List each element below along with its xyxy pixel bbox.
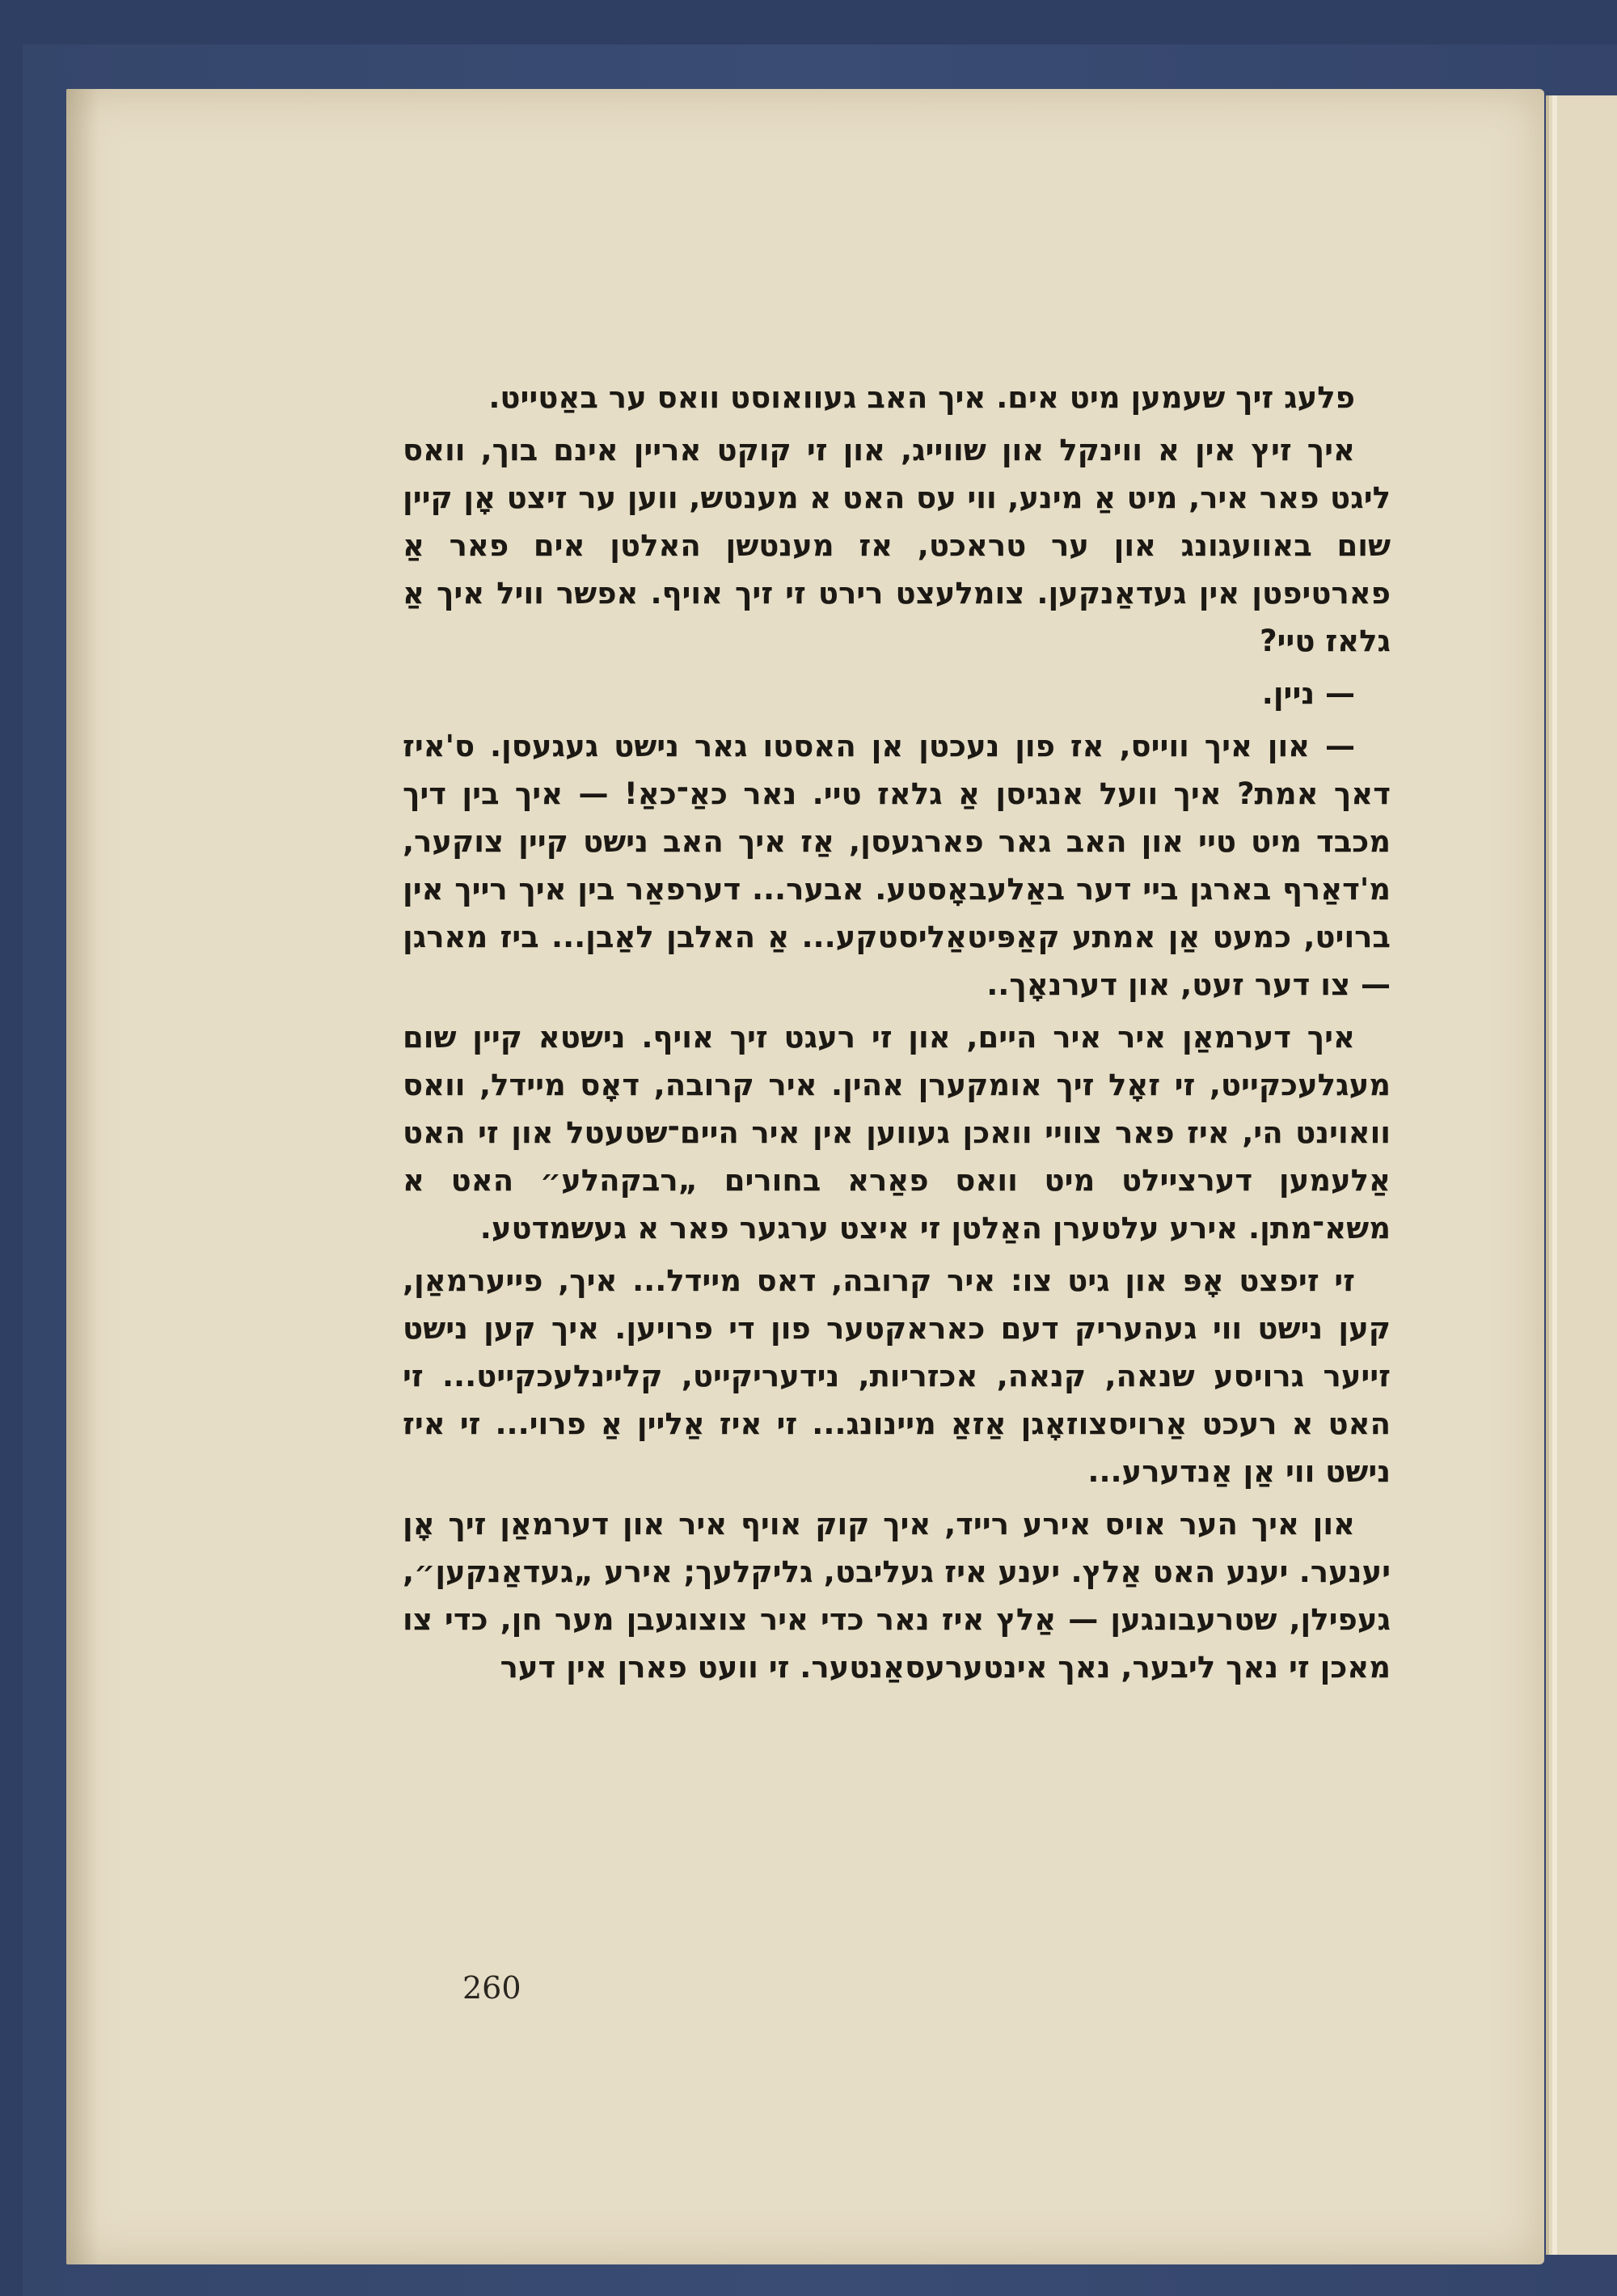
- paragraph: זי זיפצט אָפּ און גיט צו: איר קרובה, דאס מיידל... איך, פייערמאַן, קען נישט ווי געהעריק דעם כאראקטער פון די פרויען. איך קען נישט זייער גרויסע שנאה, קנאה, אכזריות, נידעריקייט, קליינלעכקייט... זי האט א רעכט אַרויסצוזאָגן אַזאַ מיינונג... זי איז אַליין אַ פרוי... זי איז נישט ווי אַן אַנדערע...: [403, 1263, 1391, 1489]
- paragraph: איך דערמאַן איר איר היים, און זי רעגט זיך אויף. נישטא קיין שום מעגלעכקייט, זי זאָל זיך אומקערן אהין. איר קרובה, דאָס מיידל, וואס וואוינט הי, איז פאר צוויי וואכן געווען אין איר היים־שטעטל און זי האט אַלעמען דערציילט מיט וואס פאַרא בחורים „רבקהלע״ האט א משא־מתן. אירע עלטערן האַלטן זי איצט ערגער פאר א געשמדטע.: [403, 1020, 1391, 1245]
- page-number: 260: [462, 1970, 521, 2006]
- paragraph: איך זיץ אין א ווינקל און שווייג, און זי קוקט אריין אינם בוך, וואס ליגט פאר איר, מיט אַ מינע, ווי עס האט א מענטש, ווען ער זיצט אָן קיין שום באוועגונג און ער טראכט, אז מענטשן האלטן אים פאר אַ פארטיפטן אין געדאַנקען. צומלעצט רירט זי זיך אויף. אפשר וויל איך אַ גלאז טיי?: [403, 433, 1391, 658]
- paragraph: פלעג זיך שעמען מיט אים. איך האב געוואוסט וואס ער באַטייט.: [488, 380, 1355, 415]
- paragraph: און איך הער אויס אירע רייד, איך קוק אויף איר און דערמאַן זיך אָן יענער. יענע האט אַלץ. יענע איז געליבט, גליקלעך; אירע „געדאַנקען״, געפילן, שטרעבונגען — אַלץ איז נאר כדי איר צוצוגעבן מער חן, כדי צו מאכן זי נאך ליבער, נאך אינטערעסאַנטער. זי וועט פארן אין דער: [403, 1507, 1391, 1685]
- facing-page-edge: [1546, 95, 1617, 2255]
- page-body-text: [403, 374, 1391, 1696]
- paragraph: — און איך ווייס, אז פון נעכטן אן האסטו גאר נישט געגעסן. ס'איז דאך אמת? איך וועל אנגיסן אַ גלאז טיי. נאר כאַ־כאַ! — איך בין דיך מכבד מיט טיי און האב גאר פארגעסן, אַז איך האב נישט קיין צוקער, מ'דאַרף בארגן ביי דער באַלעבאָסטע. אבער... דערפאַר בין איך רייך אין ברויט, כמעט אַן אמתע קאַפּיטאַליסטקע... אַ האלבן לאַבן... ביז מארגן — צו דער זעט, און דערנאָך..: [403, 729, 1391, 1002]
- paragraph: — ניין.: [1261, 676, 1355, 711]
